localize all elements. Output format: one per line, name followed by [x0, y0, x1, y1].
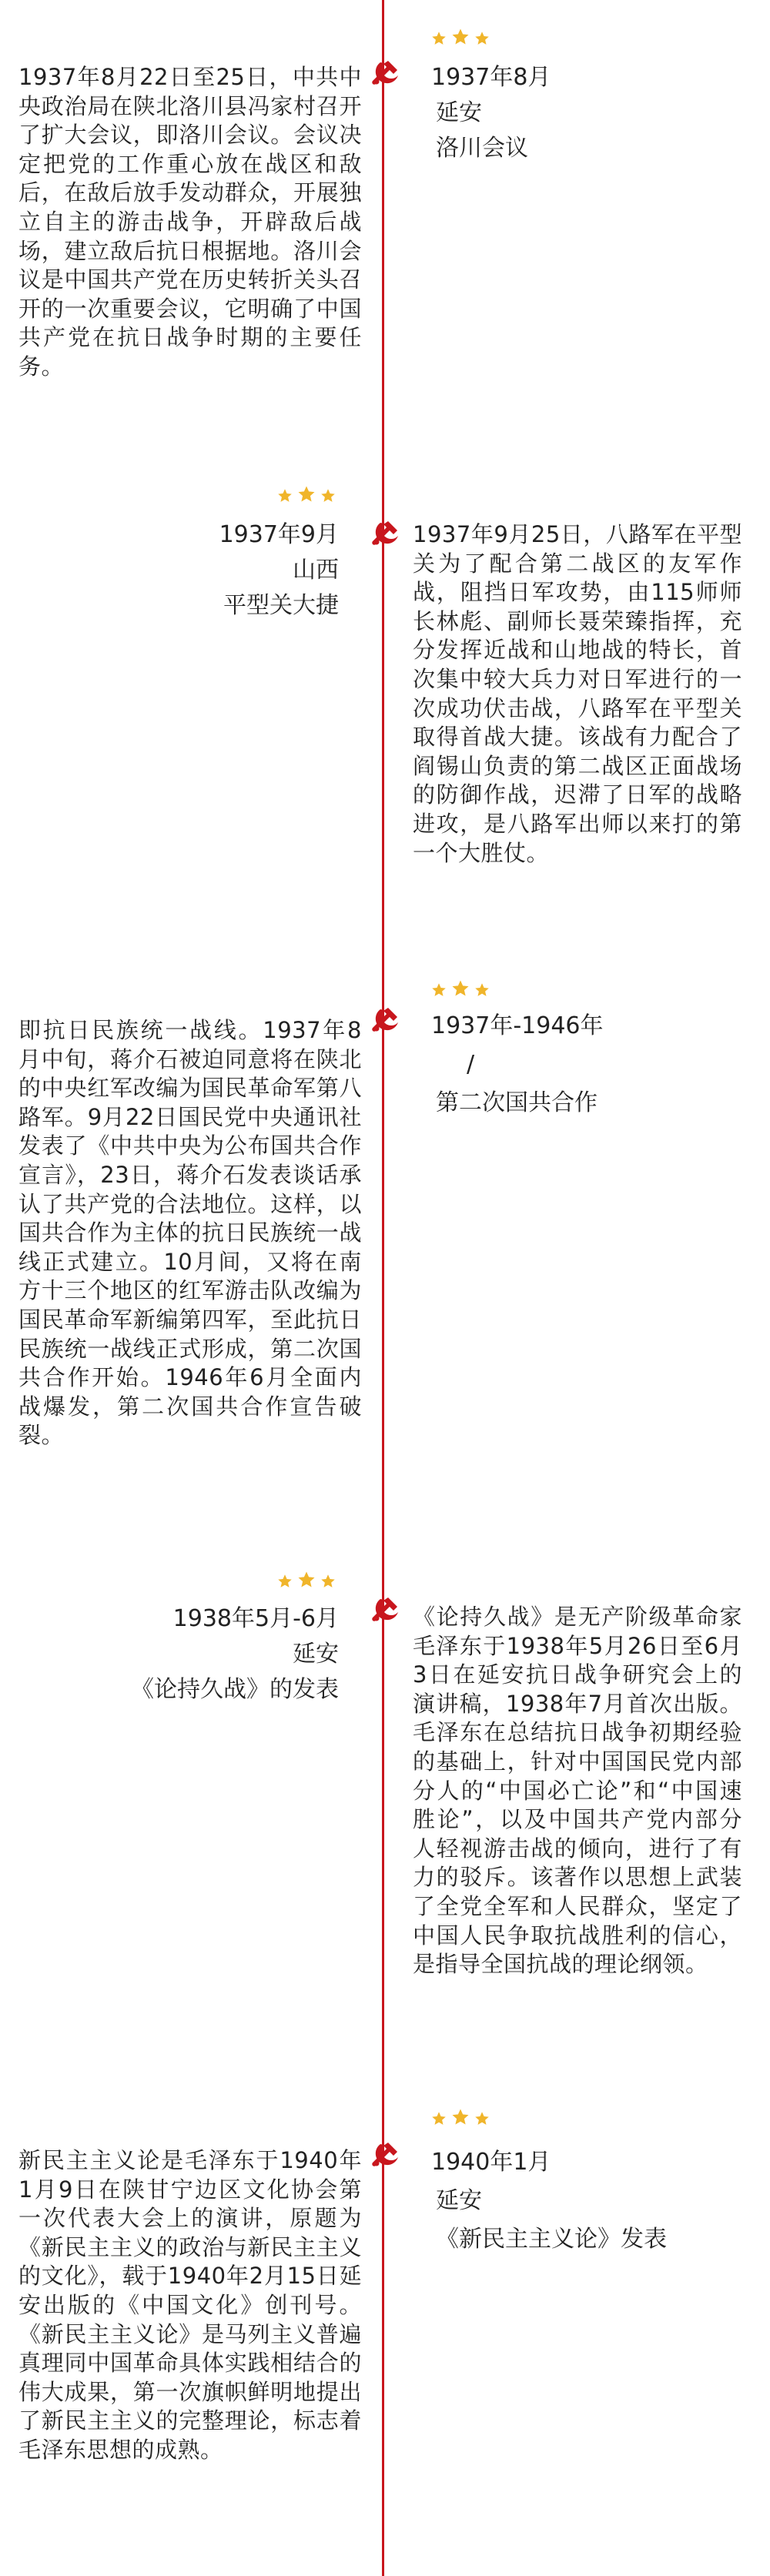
event-3-meta: [431, 1007, 755, 1122]
three-stars-icon: [431, 2108, 500, 2128]
event-description: 《论持久战》是无产阶级革命家毛泽东于1938年5月26日至6月3日在延安抗日战争研究会上的演讲稿，1938年7月首次出版。毛泽东在总结抗日战争初期经验的基础上，针对中国国民党内部分人的“中国必亡论”和“中国速胜论”，以及中国共产党内部分人轻视游击战的倾向，进行了有力的驳斥。该著作以思想上武装了全党全军和人民群众，坚定了中国人民争取抗战胜利的信心，是指导全国抗战的理论纲领。: [413, 1604, 742, 1978]
timeline-line: [382, 0, 384, 2576]
event-title: 《新民主主义论》发表: [436, 2226, 667, 2253]
hammer-sickle-icon: [370, 1002, 403, 1036]
event-title: 《论持久战》的发表: [131, 1676, 339, 1703]
event-place: 延安: [436, 2187, 482, 2214]
hammer-sickle-icon: [370, 2137, 403, 2171]
event-title: 洛川会议: [436, 135, 528, 162]
three-stars-icon: [431, 28, 500, 48]
hammer-sickle-icon: [370, 516, 403, 550]
event-date: 1937年8月: [431, 64, 551, 91]
event-title: 平型关大捷: [223, 592, 339, 619]
hammer-sickle-icon: [370, 55, 403, 89]
event-date: 1937年9月: [219, 521, 339, 548]
event-description: 1937年9月25日，八路军在平型关为了配合第二战区的友军作战，阻挡日军攻势，由115师师长林彪、副师长聂荣臻指挥，充分发挥近战和山地战的特长，首次集中较大兵力对日军进行的一次成功伏击战，八路军在平型关取得首战大捷。该战有力配合了阎锡山负责的第二战区正面战场的防御作战，迟滞了日军的战略进攻，是八路军出师以来打的第一个大胜仗。: [413, 521, 742, 866]
event-description: 新民主主义论是毛泽东于1940年1月9日在陕甘宁边区文化协会第一次代表大会上的演讲，原题为《新民主主义的政治与新民主主义的文化》，载于1940年2月15日延安出版的《中国文化》创刊号。《新民主主义论》是马列主义普遍真理同中国革命具体实践相结合的伟大成果，第一次旗帜鲜明地提出了新民主主义的完整理论，标志着毛泽东思想的成熟。: [18, 2147, 362, 2463]
event-place: 延安: [293, 1641, 339, 1668]
three-stars-icon: [277, 485, 346, 505]
event-5-meta: [431, 2143, 755, 2259]
event-description: 1937年8月22日至25日，中共中央政治局在陕北洛川县冯家村召开了扩大会议，即洛川会议。会议决定把党的工作重心放在战区和敌后，在敌后放手发动群众，开展独立自主的游击战争，开辟敌后战场，建立敌后抗日根据地。洛川会议是中国共产党在历史转折关头召开的一次重要会议，它明确了中国共产党在抗日战争时期的主要任务。: [18, 64, 362, 380]
event-4-meta: [15, 1601, 339, 1708]
event-title: 第二次国共合作: [436, 1089, 598, 1116]
event-2-meta: [15, 517, 339, 624]
event-date: 1937年-1946年: [431, 1012, 604, 1039]
event-place: 延安: [436, 99, 482, 126]
event-date: 1940年1月: [431, 2149, 551, 2176]
three-stars-icon: [431, 979, 500, 999]
event-place: /: [467, 1051, 475, 1078]
three-stars-icon: [277, 1571, 346, 1591]
event-description: 即抗日民族统一战线。1937年8月中旬，蒋介石被迫同意将在陕北的中央红军改编为国民革命军第八路军。9月22日国民党中央通讯社发表了《中共中央为公布国共合作宣言》，23日，蒋介石发表谈话承认了共产党的合法地位。这样，以国共合作为主体的抗日民族统一战线正式建立。10月间，又将在南方十三个地区的红军游击队改编为国民革命军新编第四军，至此抗日民族统一战线正式形成，第二次国共合作开始。1946年6月全面内战爆发，第二次国共合作宣告破裂。: [18, 1017, 362, 1449]
hammer-sickle-icon: [370, 1592, 403, 1626]
event-place: 山西: [293, 557, 339, 584]
event-1-meta: [431, 60, 755, 166]
event-date: 1938年5月-6月: [172, 1605, 339, 1632]
